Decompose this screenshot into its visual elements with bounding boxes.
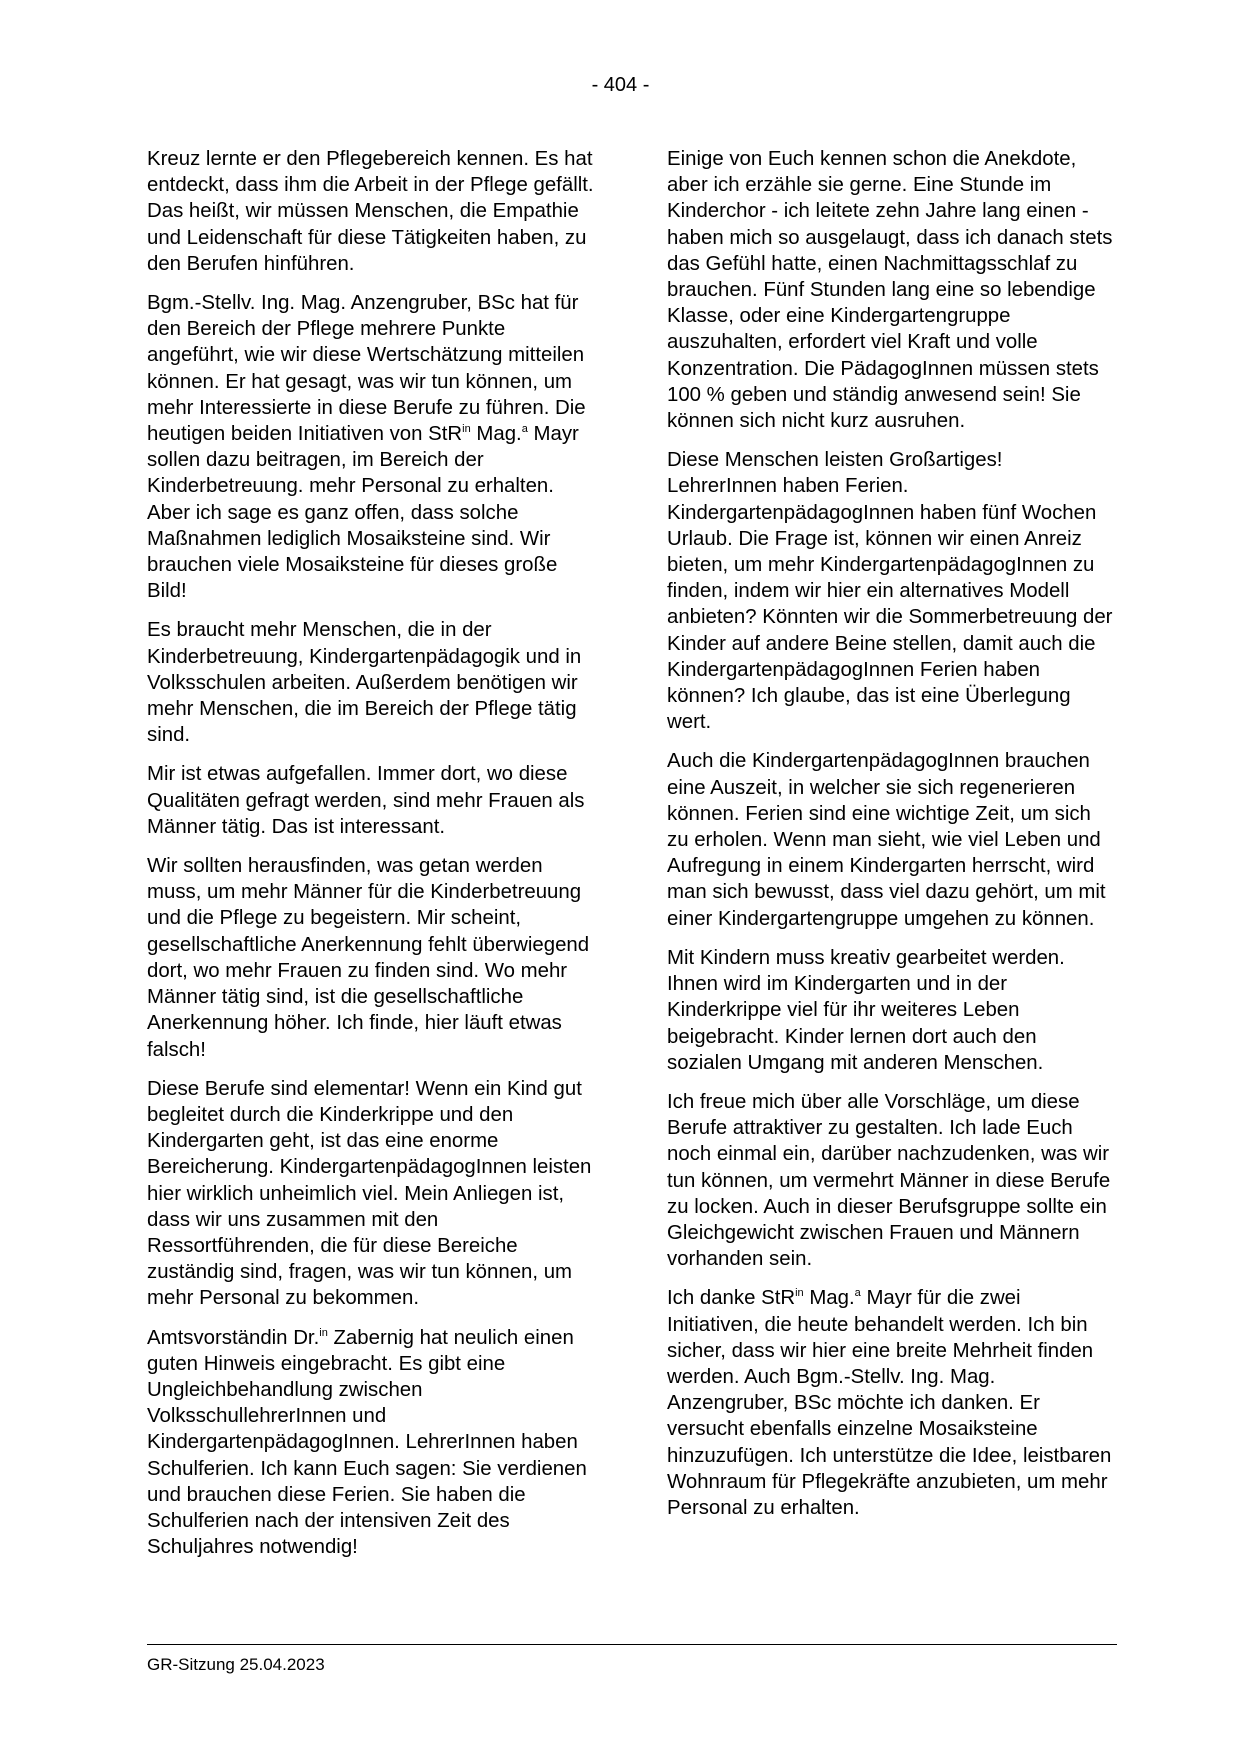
footer-divider: [147, 1644, 1117, 1645]
paragraph: Diese Menschen leisten Großartiges! LehrerInnen haben Ferien. KindergartenpädagogInnen haben fünf Wochen Urlaub. Die Frage ist, können wir einen Anreiz bieten, um mehr KindergartenpädagogInnen zu finden, indem wir hier ein alternatives Modell anbieten? Könnten wir die Sommerbetreuung der Kinder auf andere Beine stellen, damit auch die KindergartenpädagogInnen Ferien haben können? Ich glaube, das ist eine Überlegung wert.: [667, 449, 1113, 734]
paragraph: Diese Berufe sind elementar! Wenn ein Kind gut begleitet durch die Kinderkrippe und den Kindergarten geht, ist das eine enorme Bereicherung. KindergartenpädagogInnen leisten hier wirklich unheimlich viel. Mein Anliegen ist, dass wir uns zusammen mit den Ressortführenden, die für diese Bereiche zuständig sind, fragen, was wir tun können, um mehr Personal zu bekommen.: [147, 1077, 592, 1310]
paragraph-text: Ich danke StR: [667, 1287, 796, 1310]
paragraph: [667, 1285, 1117, 1521]
paragraph-text: Mayr für die zwei Initiativen, die heute behandelt werden. Ich bin sicher, dass wir hier eine breite Mehrheit finden werden. Auch Bgm.-Stellv. Ing. Mag. Anzengruber, BSc möchte ich danken. Er versucht ebenfalls einzelne Mosaiksteine hinzuzufügen. Ich unterstütze die Idee, leistbaren Wohnraum für Pflegekräfte anzubieten, um mehr Personal zu erhalten.: [667, 1287, 1112, 1519]
paragraph: [147, 290, 597, 604]
paragraph: Einige von Euch kennen schon die Anekdote, aber ich erzähle sie gerne. Eine Stunde im Kinderchor - ich leitete zehn Jahre lang einen - haben mich so ausgelaugt, dass ich danach stets das Gefühl hatte, einen Nachmittagsschlaf zu brauchen. Fünf Stunden lang eine so lebendige Klasse, oder eine Kindergartengruppe auszuhalten, erfordert viel Kraft und volle Konzentration. Die PädagogInnen müssen stets 100 % geben und ständig anwesend sein! Sie können sich nicht kurz ausruhen.: [667, 148, 1113, 433]
paragraph-text: Zabernig hat neulich einen guten Hinweis eingebracht. Es gibt eine Ungleichbehandlung zwischen VolksschullehrerInnen und KindergartenpädagogInnen. LehrerInnen haben Schulferien. Ich kann Euch sagen: Sie verdienen und brauchen diese Ferien. Sie haben die Schulferien nach der intensiven Zeit des Schuljahres notwendig!: [147, 1326, 587, 1559]
paragraph-text: Bgm.-Stellv. Ing. Mag. Anzengruber, BSc hat für den Bereich der Pflege mehrere Punkte angeführt, wie wir diese Wertschätzung mitteilen können. Er hat gesagt, was wir tun können, um mehr Interessierte in diese Berufe zu führen. Die heutigen beiden Initiativen von StR: [147, 292, 586, 446]
paragraph: [147, 1325, 597, 1561]
paragraph-text: Mag.: [803, 1287, 855, 1310]
paragraph: Kreuz lernte er den Pflegebereich kennen. Es hat entdeckt, dass ihm die Arbeit in der Pflege gefällt. Das heißt, wir müssen Menschen, die Empathie und Leidenschaft für diese Tätigkeiten haben, zu den Berufen hinführen.: [147, 148, 594, 275]
paragraph-text: Mayr sollen dazu beitragen, im Bereich der Kinderbetreuung. mehr Personal zu erhalten. Aber ich sage es ganz offen, dass solche Maßnahmen lediglich Mosaiksteine sind. Wir brauchen viele Mosaiksteine für dieses große Bild!: [147, 423, 579, 603]
paragraph: Es braucht mehr Menschen, die in der Kinderbetreuung, Kindergartenpädagogik und in Volksschulen arbeiten. Außerdem benötigen wir mehr Menschen, die im Bereich der Pflege tätig sind.: [147, 619, 582, 747]
superscript: in: [462, 423, 471, 436]
superscript: a: [521, 423, 528, 436]
footer-session-date: GR-Sitzung 25.04.2023: [147, 1655, 325, 1674]
superscript: in: [319, 1326, 328, 1339]
paragraph: Wir sollten herausfinden, was getan werden muss, um mehr Männer für die Kinderbetreuung und die Pflege zu begeistern. Mir scheint, gesellschaftliche Anerkennung fehlt überwiegend dort, wo mehr Frauen zu finden sind. Wo mehr Männer tätig sind, ist die gesellschaftliche Anerkennung höher. Ich finde, hier läuft etwas falsch!: [147, 855, 590, 1061]
right-column: [667, 146, 1117, 1534]
superscript: a: [854, 1287, 861, 1300]
page-number: - 404 -: [591, 74, 650, 96]
paragraph: Mir ist etwas aufgefallen. Immer dort, wo diese Qualitäten gefragt werden, sind mehr Frauen als Männer tätig. Das ist interessant.: [147, 763, 585, 838]
paragraph-text: Amtsvorständin Dr.: [147, 1326, 320, 1349]
paragraph-text: Mag.: [470, 423, 522, 446]
left-column: [147, 146, 597, 1573]
superscript: in: [795, 1287, 804, 1300]
paragraph: Mit Kindern muss kreativ gearbeitet werden. Ihnen wird im Kindergarten und in der Kinderkrippe viel für ihr weiteres Leben beigebracht. Kinder lernen dort auch den sozialen Umgang mit anderen Menschen.: [667, 946, 1065, 1074]
paragraph: Ich freue mich über alle Vorschläge, um diese Berufe attraktiver zu gestalten. Ich lade Euch noch einmal ein, darüber nachzudenken, was wir tun können, um vermehrt Männer in diese Berufe zu locken. Auch in dieser Berufsgruppe sollte ein Gleichgewicht zwischen Frauen und Männern vorhanden sein.: [667, 1090, 1111, 1271]
paragraph: Auch die KindergartenpädagogInnen brauchen eine Auszeit, in welcher sie sich regenerieren können. Ferien sind eine wichtige Zeit, um sich zu erholen. Wenn man sieht, wie viel Leben und Aufregung in einem Kindergarten herrscht, wird man sich bewusst, dass viel dazu gehört, um mit einer Kindergartengruppe umgehen zu können.: [667, 750, 1106, 930]
